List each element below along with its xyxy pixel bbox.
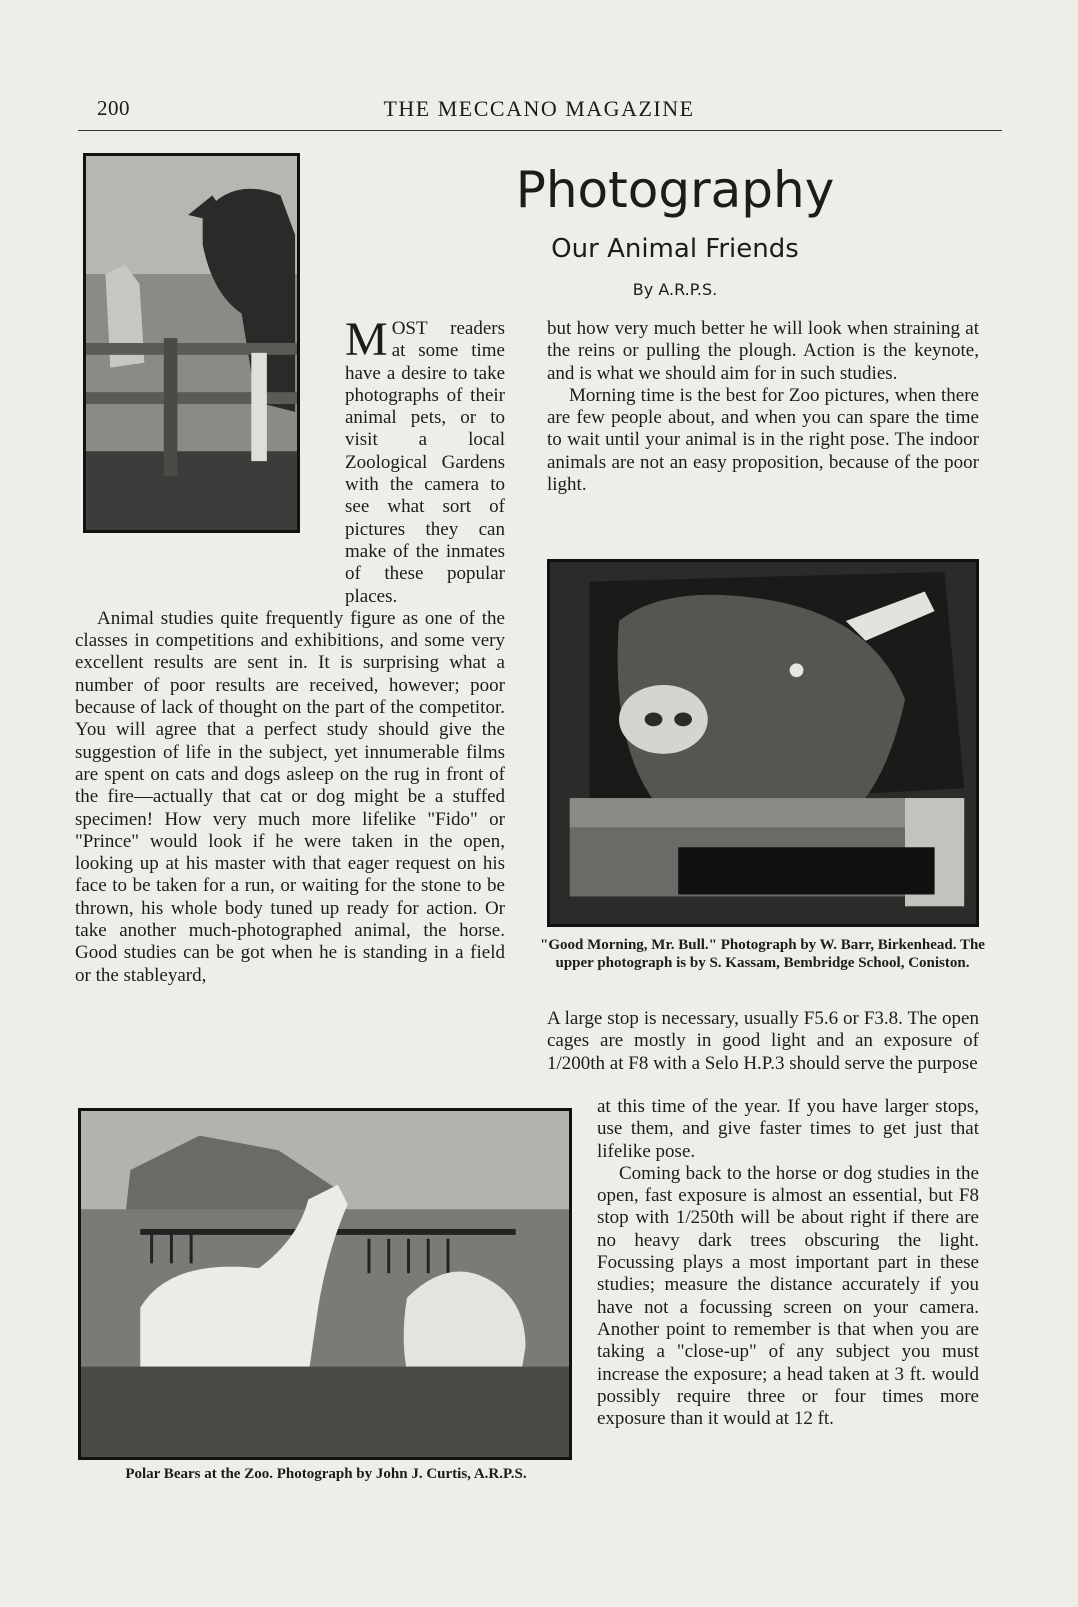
photo-polar-bears bbox=[78, 1108, 572, 1460]
column-1-text bbox=[75, 313, 505, 987]
paragraph-action: but how very much better he will look when straining at the reins or pulling the plough. Action is the keynote, and is what we should aim for in such studies. bbox=[547, 318, 979, 384]
article-subtitle: Our Animal Friends bbox=[551, 234, 799, 264]
photo-bull bbox=[547, 559, 979, 927]
drop-cap: M bbox=[345, 313, 388, 366]
intro-paragraph: OST readers at some time have a desire to take photographs of their animal pets, or to visit a local Zoological Gardens with the camera to see what sort of pictures they can make of the inmates of these popular places. bbox=[345, 318, 505, 607]
paragraph-stops: A large stop is necessary, usually F5.6 or F3.8. The open cages are mostly in good light and an exposure of 1/200th at F8 with a Selo H.P.3 should serve the purpose bbox=[547, 1008, 979, 1074]
paragraph-focussing: Coming back to the horse or dog studies in the open, fast exposure is almost an essential, but F8 stop with 1/250th will be about right if there are no heavy dark trees obscuring the light. Focussing plays a most important part in these studies; measure the distance accurately if you have not a focussing screen on your camera. Another point to remember is that when you are taking a "close-up" of any subject you must increase the exposure; a head taken at 3 ft. would possibly require three or four times more exposure than it would at 12 ft. bbox=[597, 1162, 979, 1430]
paragraph-morning: Morning time is the best for Zoo pictures, when there are few people about, and when you can spare the time to wait until your animal is in the right pose. The indoor animals are not an easy proposition, because of the poor light. bbox=[547, 384, 979, 496]
header-rule bbox=[78, 130, 1002, 131]
caption-bull: "Good Morning, Mr. Bull." Photograph by W. Barr, Birkenhead. The upper photograph is by S. Kassam, Bembridge School, Coniston. bbox=[540, 937, 985, 971]
caption-polar-bears: Polar Bears at the Zoo. Photograph by John J. Curtis, A.R.P.S. bbox=[125, 1466, 527, 1482]
article-title: Photography bbox=[515, 161, 835, 219]
column-2-bottom-text bbox=[597, 1096, 979, 1430]
column-2-mid-text bbox=[547, 1008, 979, 1075]
paragraph-competitions: Animal studies quite frequently figure as one of the classes in competitions and exhibitions, and some very excellent results are sent in. It is surprising what a number of poor results are received, however; poor because of lack of thought on the part of the competitor. You will agree that a perfect study should give the suggestion of life in the subject, yet innumerable films are spent on cats and dogs asleep on the rug in front of the fire—actually that cat or dog might be a stuffed specimen! How very much more lifelike "Fido" or "Prince" would look if he were taken in the open, looking up at his master with that eager request on his face to be taken for a run, or waiting for the stone to be thrown, his whole body tuned up ready for action. Or take another much-photographed animal, the horse. Good studies can be got when he is standing in a field or the stableyard, bbox=[75, 607, 505, 986]
column-2-top-text bbox=[547, 318, 979, 496]
magazine-title: THE MECCANO MAGAZINE bbox=[383, 96, 695, 121]
page-number: 200 bbox=[97, 96, 130, 120]
article-byline: By A.R.P.S. bbox=[632, 280, 718, 299]
paragraph-stops-cont: at this time of the year. If you have larger stops, use them, and give faster times to get just that lifelike pose. bbox=[597, 1096, 979, 1162]
